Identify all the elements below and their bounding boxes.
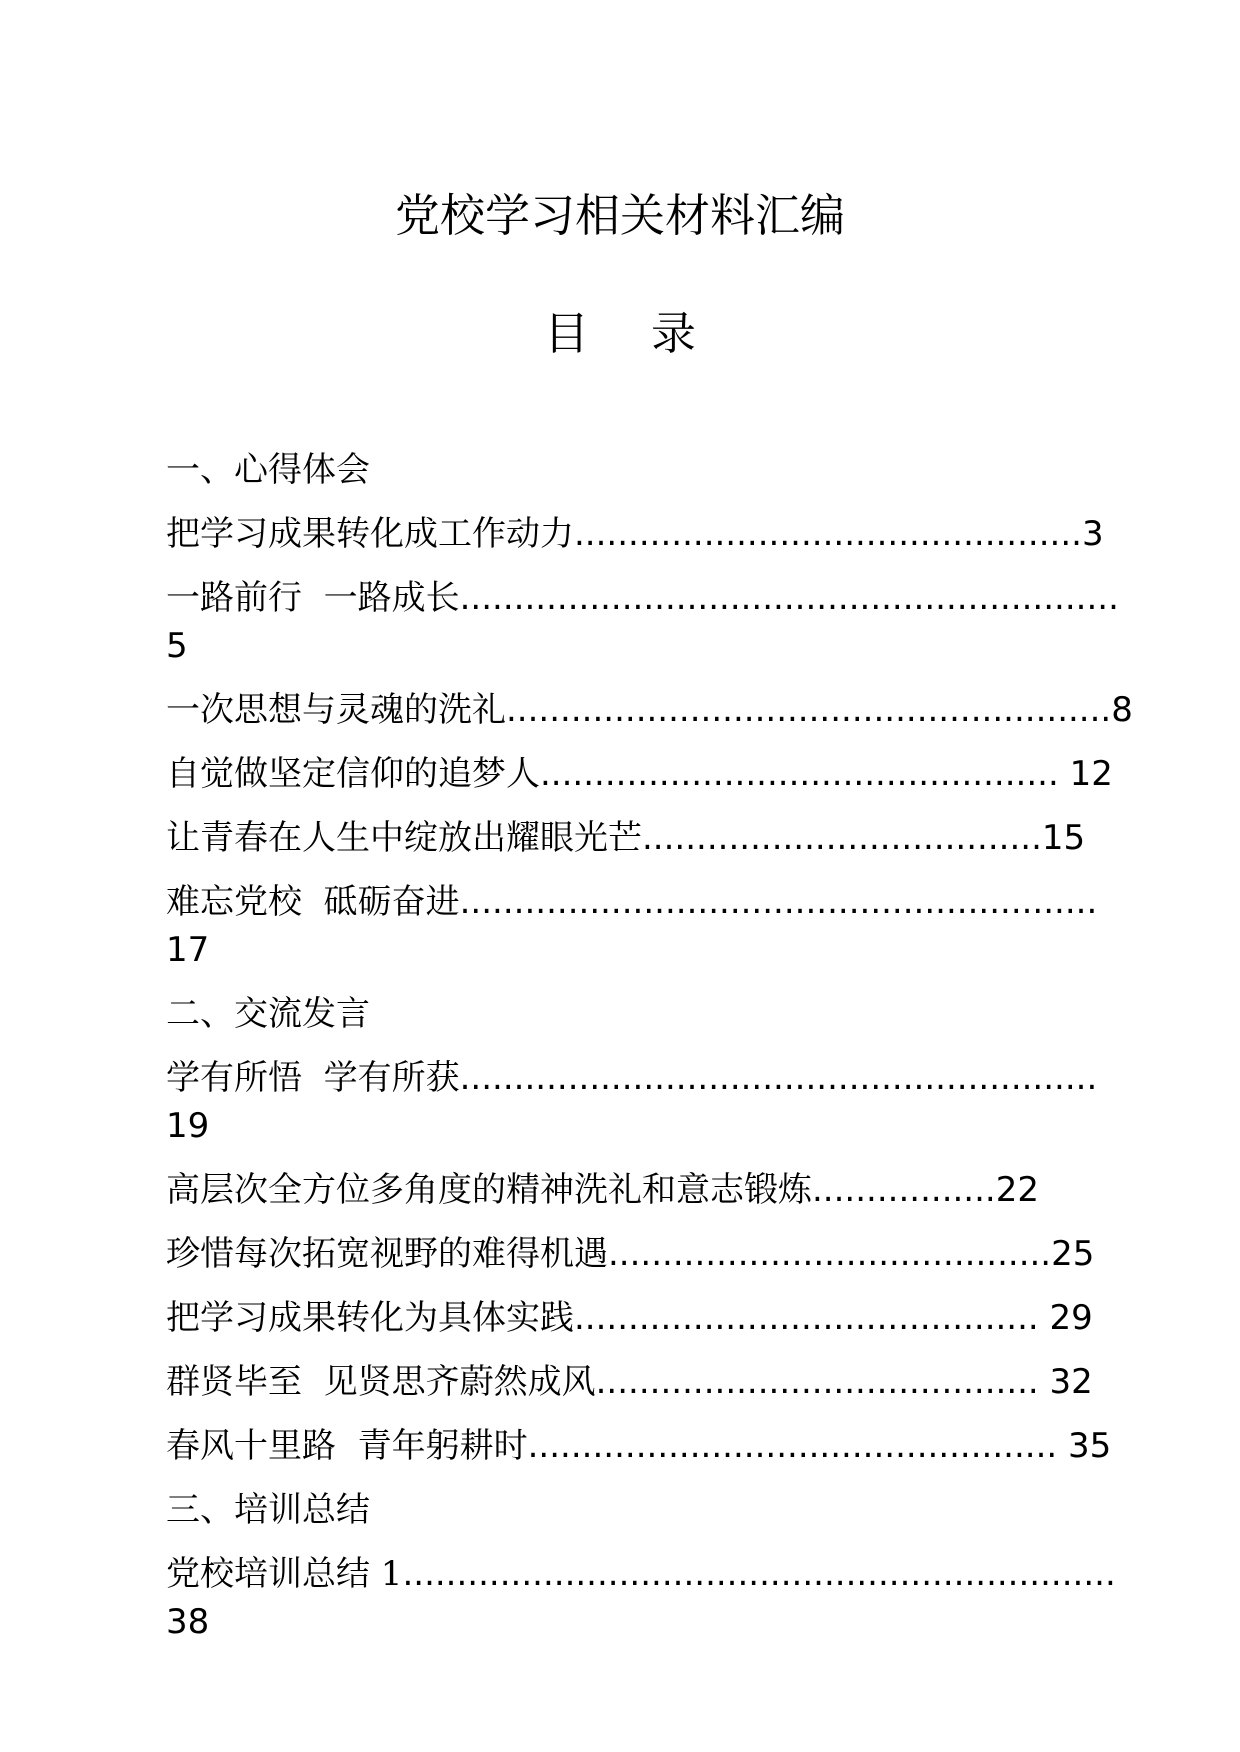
toc-page-number: 8 [1111,690,1133,730]
toc-entry [166,1054,1230,1150]
toc-leader-dots: ................................................ [540,754,1070,794]
toc-leader-dots: ..................................... [642,818,1042,858]
table-of-contents [166,438,1230,1654]
toc-entry [166,1158,1230,1222]
toc-page-number: 35 [1068,1426,1112,1466]
toc-entry [166,1414,1230,1478]
toc-page-number: 32 [1049,1362,1093,1402]
toc-entry [166,806,1230,870]
toc-page-number: 25 [1051,1234,1095,1274]
toc-entry [166,574,1230,670]
toc-leader-dots: ............................................................. [459,578,1119,618]
toc-entry [166,678,1230,742]
toc-section-heading: 一、心得体会 [166,450,370,490]
toc-leader-dots: ................................................. [527,1426,1069,1466]
toc-page-number: 5 [166,626,188,666]
toc-leader-dots: ........................................................... [459,882,1098,922]
toc-entry [166,1350,1230,1414]
document-title: 党校学习相关材料汇编 [394,189,845,242]
toc-leader-dots: ........................................... [574,1298,1050,1338]
toc-entry [166,742,1230,806]
toc-page-number: 19 [166,1106,210,1146]
toc-entry-title: 自觉做坚定信仰的追梦人 [166,754,540,794]
toc-leader-dots: ......................................... [608,1234,1052,1274]
toc-entry-title: 一路前行 一路成长 [166,578,460,618]
toc-entry-title: 珍惜每次拓宽视野的难得机遇 [166,1234,608,1274]
toc-page-number: 15 [1041,818,1086,858]
toc-page-number: 29 [1049,1298,1093,1338]
toc-section-heading: 三、培训总结 [166,1490,370,1530]
toc-section-heading: 二、交流发言 [166,994,370,1034]
toc-page-number: 12 [1069,754,1113,794]
toc-entry-title: 把学习成果转化为具体实践 [166,1298,574,1338]
toc-entry [166,1550,1230,1646]
toc-leader-dots: ............................................... [574,514,1082,554]
toc-leader-dots: ........................................................ [506,690,1112,730]
toc-entry-title: 高层次全方位多角度的精神洗礼和意志锻炼 [166,1170,812,1210]
toc-entry [166,878,1230,974]
toc-entry-title: 让青春在人生中绽放出耀眼光芒 [166,818,642,858]
toc-entry-title: 春风十里路 青年躬耕时 [166,1426,528,1466]
toc-entry [166,1286,1230,1350]
toc-leader-dots: ......................................... [595,1362,1050,1402]
toc-heading [0,306,1240,362]
toc-entry-title: 难忘党校 砥砺奋进 [166,882,460,922]
toc-entry [166,1222,1230,1286]
toc-heading-left: 目 [543,307,589,360]
toc-leader-dots: ........................................................... [459,1058,1098,1098]
toc-entry-title: 一次思想与灵魂的洗礼 [166,690,506,730]
toc-leader-dots: .................................................................. [402,1554,1116,1594]
toc-entry-title: 群贤毕至 见贤思齐蔚然成风 [166,1362,596,1402]
toc-heading-right: 录 [651,307,697,360]
toc-entry-title: 学有所悟 学有所获 [166,1058,460,1098]
toc-leader-dots: ................. [812,1170,996,1210]
toc-page-number: 22 [995,1170,1039,1210]
toc-page-number: 17 [166,930,210,970]
toc-entry-title: 党校培训总结 1 [166,1554,403,1594]
toc-entry-title: 把学习成果转化成工作动力 [166,514,574,554]
toc-page-number: 38 [166,1602,210,1642]
toc-page-number: 3 [1081,514,1104,554]
toc-entry [166,502,1230,566]
